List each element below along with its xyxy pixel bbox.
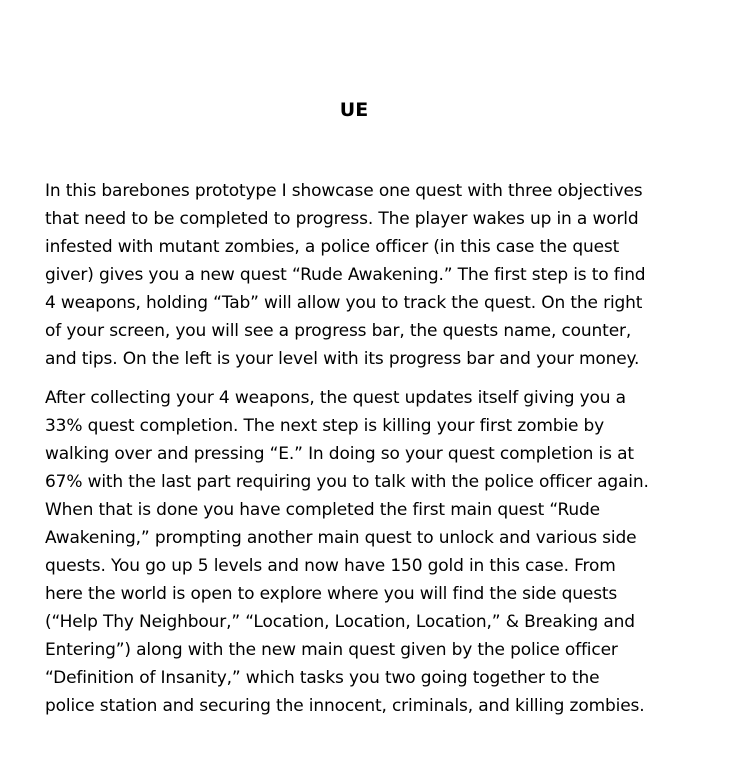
text-line: infested with mutant zombies, a police officer (in this case the quest — [45, 237, 620, 257]
text-line: giver) gives you a new quest “Rude Awakening.” The first step is to find — [45, 265, 646, 285]
text-line: 4 weapons, holding “Tab” will allow you to track the quest. On the right — [45, 293, 643, 313]
text-line: here the world is open to explore where you will find the side quests — [45, 584, 618, 604]
document-title: UE — [339, 99, 369, 121]
text-line: that need to be completed to progress. The player wakes up in a world — [45, 209, 639, 229]
text-line: Awakening,” prompting another main quest to unlock and various side — [45, 528, 637, 548]
text-line: “Definition of Insanity,” which tasks you two going together to the — [45, 668, 600, 688]
text-line: In this barebones prototype I showcase one quest with three objectives — [45, 181, 643, 201]
text-line: After collecting your 4 weapons, the quest updates itself giving you a — [45, 388, 626, 408]
text-line: (“Help Thy Neighbour,” “Location, Location, Location,” & Breaking and — [45, 612, 635, 632]
paragraph-2 — [45, 384, 695, 720]
text-line: of your screen, you will see a progress bar, the quests name, counter, — [45, 321, 632, 341]
text-line: 33% quest completion. The next step is killing your first zombie by — [45, 416, 605, 436]
paragraph-1 — [45, 177, 695, 373]
text-line: quests. You go up 5 levels and now have 150 gold in this case. From — [45, 556, 616, 576]
text-line: Entering”) along with the new main quest given by the police officer — [45, 640, 618, 660]
text-line: When that is done you have completed the first main quest “Rude — [45, 500, 600, 520]
text-line: police station and securing the innocent, criminals, and killing zombies. — [45, 696, 645, 716]
text-line: and tips. On the left is your level with its progress bar and your money. — [45, 349, 640, 369]
text-line: walking over and pressing “E.” In doing so your quest completion is at — [45, 444, 634, 464]
text-line: 67% with the last part requiring you to talk with the police officer again. — [45, 472, 649, 492]
